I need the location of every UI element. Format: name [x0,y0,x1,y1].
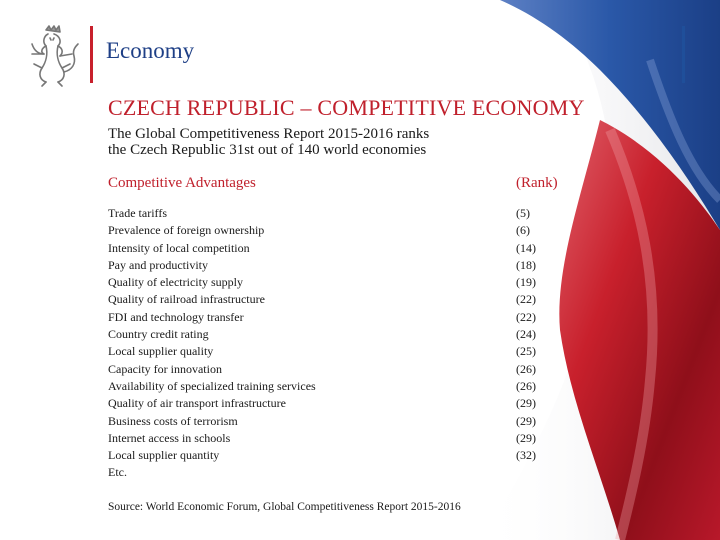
list-item [108,327,548,344]
list-item [108,223,548,240]
item-rank: (19) [516,275,536,290]
item-rank: (24) [516,327,536,342]
item-name: Quality of air transport infrastructure [108,396,286,411]
header-divider-right [682,26,685,83]
item-name: Pay and productivity [108,257,208,272]
list-item [108,431,548,448]
list-item [108,292,548,309]
item-rank: (29) [516,430,536,445]
czech-lion-emblem-icon [24,24,80,88]
source-note: Source: World Economic Forum, Global Competitiveness Report 2015-2016 [108,501,461,513]
advantages-list [108,206,548,483]
item-name: Quality of railroad infrastructure [108,292,265,307]
list-item [108,465,548,482]
column-header-rank: (Rank) [516,175,558,191]
list-item [108,241,548,258]
list-item [108,396,548,413]
list-item [108,379,548,396]
slide-subtitle [108,126,429,158]
list-item [108,258,548,275]
list-item [108,275,548,292]
item-name: Availability of specialized training services [108,378,316,393]
item-name: FDI and technology transfer [108,309,244,324]
item-name: Local supplier quantity [108,448,220,463]
list-item [108,310,548,327]
slide-title: CZECH REPUBLIC – COMPETITIVE ECONOMY [108,95,585,120]
item-rank: (26) [516,378,536,393]
item-name: Intensity of local competition [108,240,250,255]
item-name: Capacity for innovation [108,361,222,376]
item-rank: (18) [516,257,536,272]
item-rank: (26) [516,361,536,376]
subtitle-line-2: the Czech Republic 31st out of 140 world economies [108,142,427,158]
subtitle-line-1: The Global Competitiveness Report 2015-2016 ranks [108,126,430,142]
item-rank: (22) [516,309,536,324]
header-divider-left [90,26,93,83]
item-name: Internet access in schools [108,430,231,445]
item-name: Quality of electricity supply [108,275,243,290]
item-rank: (14) [516,240,536,255]
item-name: Prevalence of foreign ownership [108,223,265,238]
item-rank: (25) [516,344,536,359]
item-name: Country credit rating [108,327,209,342]
item-rank: (6) [516,223,530,238]
item-rank: (5) [516,206,530,220]
item-rank: (29) [516,413,536,428]
list-item [108,344,548,361]
list-item [108,448,548,465]
list-item [108,414,548,431]
list-item [108,362,548,379]
list-item [108,206,548,223]
item-name: Business costs of terrorism [108,413,238,428]
item-name: Local supplier quality [108,344,214,359]
item-name: Trade tariffs [108,206,167,220]
item-rank: (22) [516,292,536,307]
item-name: Etc. [108,465,127,480]
item-rank: (29) [516,396,536,411]
item-rank: (32) [516,448,536,463]
section-title: Economy [106,38,195,63]
column-header-advantages: Competitive Advantages [108,175,256,191]
